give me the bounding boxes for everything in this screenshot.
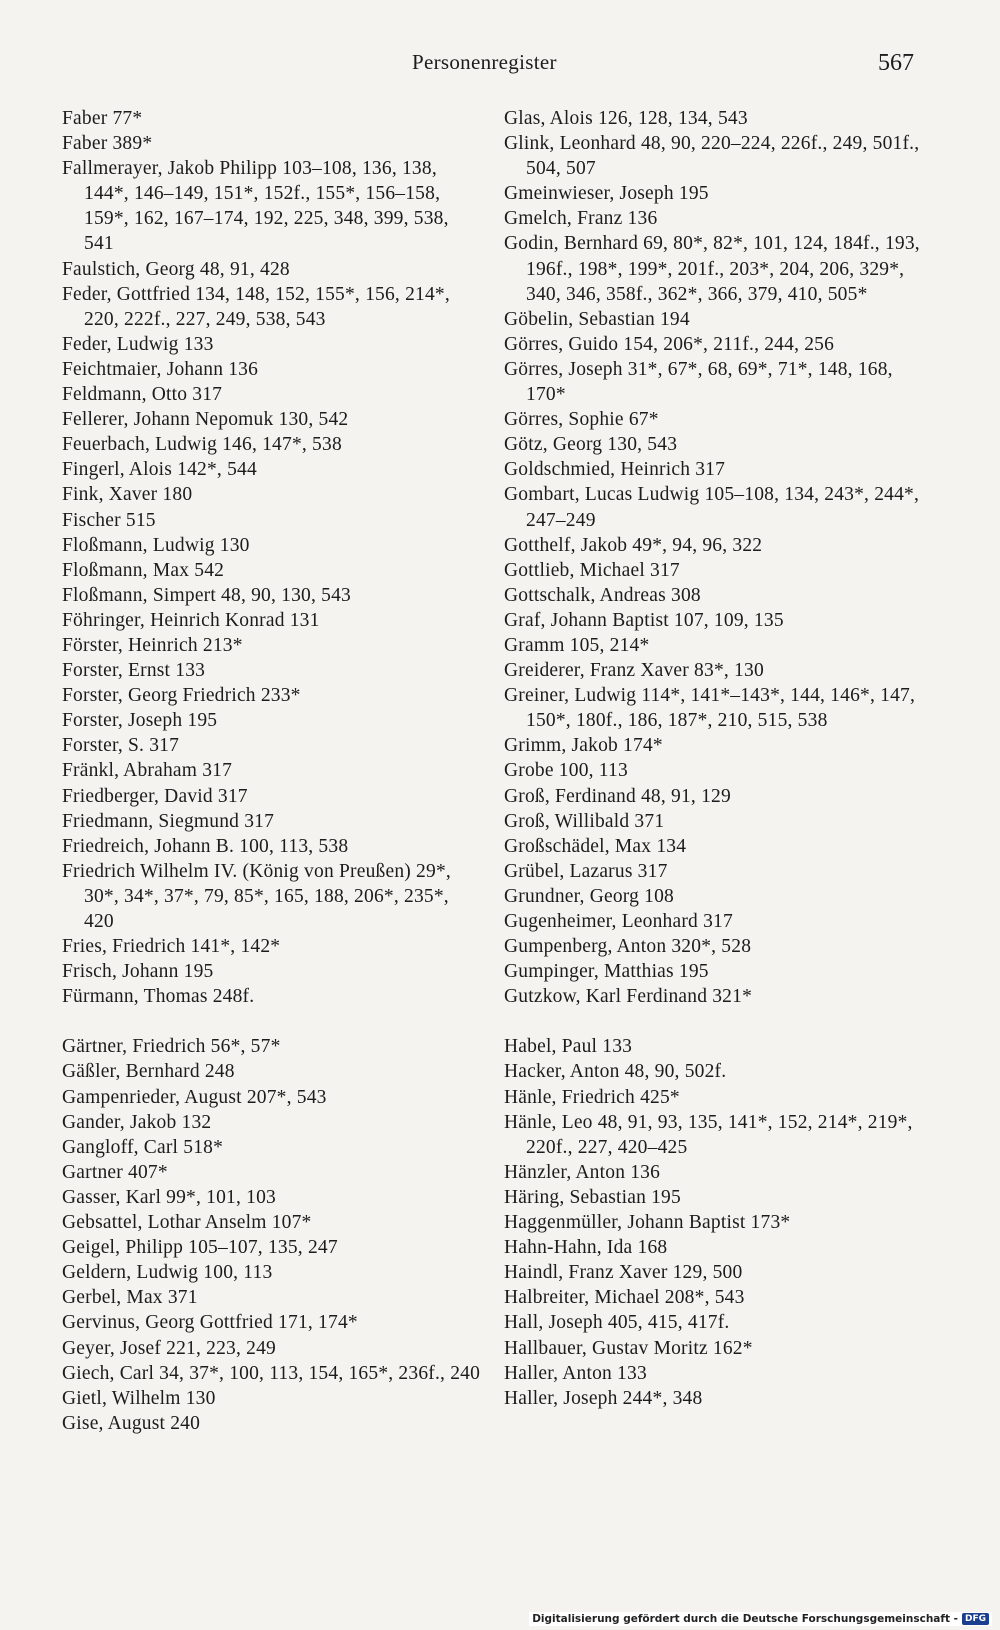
- index-entry: Hahn-Hahn, Ida 168: [504, 1237, 668, 1259]
- index-entry: Glas, Alois 126, 128, 134, 543: [504, 108, 748, 129]
- index-entry: Frisch, Johann 195: [62, 961, 214, 983]
- index-entry: Gampenrieder, August 207*, 543: [62, 1086, 327, 1108]
- index-entry: Grundner, Georg 108: [504, 885, 674, 907]
- index-entry: Gumpinger, Matthias 195: [504, 961, 709, 983]
- index-entry: Gugenheimer, Leonhard 317: [504, 911, 733, 932]
- index-entry: Fürmann, Thomas 248f.: [62, 986, 255, 1008]
- index-group-g-continued: [504, 106, 924, 1009]
- index-entry: Faber 389*: [62, 133, 153, 155]
- index-entry: Gumpenberg, Anton 320*, 528: [504, 936, 752, 958]
- index-entry: Gotthelf, Jakob 49*, 94, 96, 322: [504, 534, 763, 556]
- index-entry: Graf, Johann Baptist 107, 109, 135: [504, 609, 784, 631]
- index-entry: Groß, Ferdinand 48, 91, 129: [504, 785, 731, 807]
- index-entry: Fränkl, Abraham 317: [62, 760, 233, 782]
- index-entry: Gottlieb, Michael 317: [504, 559, 680, 581]
- index-entry: Gander, Jakob 132: [62, 1111, 212, 1133]
- footer-text: Digitalisierung gefördert durch die Deutsche Forschungsgemeinschaft -: [532, 1613, 958, 1625]
- index-entry: Greiderer, Franz Xaver 83*, 130: [504, 660, 764, 682]
- index-group-h: [504, 1034, 924, 1410]
- index-entry: Floßmann, Simpert 48, 90, 130, 543: [62, 584, 352, 606]
- index-entry: Friedreich, Johann B. 100, 113, 538: [62, 835, 349, 857]
- section-gap: [62, 1009, 482, 1034]
- index-entry: Hallbauer, Gustav Moritz 162*: [504, 1337, 753, 1359]
- index-entry: Haindl, Franz Xaver 129, 500: [504, 1262, 743, 1284]
- digitization-footer: [529, 1612, 992, 1626]
- index-entry: Fallmerayer, Jakob Philipp 103–108, 136, 138, 144*, 146–149, 151*, 152f., 155*, 156–158, 159*, 162, 167–174, 192, 225, 348, 399, 538, 541: [62, 158, 449, 255]
- index-entry: Grimm, Jakob 174*: [504, 735, 663, 757]
- index-entry: Feder, Ludwig 133: [62, 333, 214, 355]
- index-entry: Fischer 515: [62, 509, 156, 531]
- index-entry: Gäßler, Bernhard 248: [62, 1061, 235, 1083]
- index-entry: Gise, August 240: [62, 1412, 201, 1434]
- index-entry: Föhringer, Heinrich Konrad 131: [62, 609, 320, 631]
- index-entry: Goldschmied, Heinrich 317: [504, 459, 726, 481]
- index-entry: Forster, Ernst 133: [62, 660, 206, 682]
- index-entry: Gerbel, Max 371: [62, 1287, 198, 1309]
- index-entry: Gutzkow, Karl Ferdinand 321*: [504, 986, 753, 1008]
- page-number: 567: [878, 50, 914, 76]
- index-entry: Grübel, Lazarus 317: [504, 860, 668, 882]
- index-entry: Floßmann, Ludwig 130: [62, 534, 250, 556]
- index-entry: Göbelin, Sebastian 194: [504, 308, 690, 330]
- index-entry: Großschädel, Max 134: [504, 835, 687, 857]
- index-entry: Hall, Joseph 405, 415, 417f.: [504, 1312, 730, 1334]
- index-entry: Götz, Georg 130, 543: [504, 434, 678, 456]
- index-entry: Habel, Paul 133: [504, 1036, 633, 1058]
- index-entry: Hänzler, Anton 136: [504, 1161, 661, 1183]
- index-entry: Geldern, Ludwig 100, 113: [62, 1262, 273, 1284]
- index-entry: Hänle, Leo 48, 91, 93, 135, 141*, 152, 214*, 219*, 220f., 227, 420–425: [504, 1111, 913, 1158]
- index-entry: Halbreiter, Michael 208*, 543: [504, 1287, 745, 1309]
- index-entry: Görres, Sophie 67*: [504, 409, 659, 431]
- index-entry: Hacker, Anton 48, 90, 502f.: [504, 1061, 727, 1083]
- index-entry: Groß, Willibald 371: [504, 810, 665, 832]
- index-entry: Friedmann, Siegmund 317: [62, 810, 275, 832]
- index-entry: Gmelch, Franz 136: [504, 208, 658, 230]
- index-entry: Feder, Gottfried 134, 148, 152, 155*, 156, 214*, 220, 222f., 227, 249, 538, 543: [62, 283, 450, 330]
- index-group-g: [62, 1034, 482, 1436]
- right-index-column: [504, 106, 924, 1411]
- index-entry: Gärtner, Friedrich 56*, 57*: [62, 1036, 281, 1058]
- index-entry: Förster, Heinrich 213*: [62, 634, 243, 656]
- index-entry: Feuerbach, Ludwig 146, 147*, 538: [62, 434, 342, 456]
- index-entry: Feichtmaier, Johann 136: [62, 358, 259, 380]
- left-index-column: [62, 106, 482, 1436]
- index-entry: Gangloff, Carl 518*: [62, 1136, 224, 1158]
- index-entry: Görres, Joseph 31*, 67*, 68, 69*, 71*, 148, 168, 170*: [504, 358, 893, 406]
- index-entry: Geyer, Josef 221, 223, 249: [62, 1337, 277, 1359]
- index-entry: Gietl, Wilhelm 130: [62, 1387, 216, 1409]
- index-entry: Gervinus, Georg Gottfried 171, 174*: [62, 1312, 358, 1334]
- index-entry: Feldmann, Otto 317: [62, 384, 223, 406]
- index-entry: Faber 77*: [62, 108, 143, 129]
- index-entry: Gebsattel, Lothar Anselm 107*: [62, 1212, 312, 1234]
- index-entry: Fries, Friedrich 141*, 142*: [62, 936, 281, 958]
- index-entry: Geigel, Philipp 105–107, 135, 247: [62, 1237, 338, 1259]
- index-entry: Friedrich Wilhelm IV. (König von Preußen) 29*, 30*, 34*, 37*, 79, 85*, 165, 188, 206*, 235*, 420: [62, 860, 451, 932]
- index-entry: Häring, Sebastian 195: [504, 1186, 681, 1208]
- index-entry: Friedberger, David 317: [62, 785, 248, 807]
- index-entry: Gasser, Karl 99*, 101, 103: [62, 1186, 277, 1208]
- index-entry: Forster, Joseph 195: [62, 710, 218, 732]
- index-entry: Glink, Leonhard 48, 90, 220–224, 226f., 249, 501f., 504, 507: [504, 133, 920, 180]
- index-entry: Haller, Joseph 244*, 348: [504, 1387, 703, 1409]
- index-entry: Floßmann, Max 542: [62, 559, 225, 581]
- index-entry: Greiner, Ludwig 114*, 141*–143*, 144, 146*, 147, 150*, 180f., 186, 187*, 210, 515, 538: [504, 685, 916, 732]
- index-entry: Gombart, Lucas Ludwig 105–108, 134, 243*, 244*, 247–249: [504, 484, 920, 531]
- index-entry: Gmeinwieser, Joseph 195: [504, 183, 709, 205]
- index-entry: Forster, S. 317: [62, 735, 180, 757]
- index-entry: Fink, Xaver 180: [62, 484, 193, 506]
- running-head: Personenregister: [412, 50, 557, 74]
- index-entry: Hänle, Friedrich 425*: [504, 1086, 680, 1108]
- index-entry: Fingerl, Alois 142*, 544: [62, 459, 257, 481]
- index-group-f: [62, 106, 482, 1009]
- index-entry: Görres, Guido 154, 206*, 211f., 244, 256: [504, 333, 835, 355]
- index-entry: Haller, Anton 133: [504, 1362, 647, 1384]
- index-entry: Haggenmüller, Johann Baptist 173*: [504, 1212, 791, 1234]
- dfg-logo-icon: DFG: [962, 1613, 989, 1625]
- section-gap: [504, 1009, 924, 1034]
- index-entry: Gramm 105, 214*: [504, 634, 650, 656]
- index-entry: Gartner 407*: [62, 1161, 168, 1183]
- index-entry: Forster, Georg Friedrich 233*: [62, 685, 301, 707]
- index-entry: Giech, Carl 34, 37*, 100, 113, 154, 165*, 236f., 240: [62, 1362, 481, 1384]
- index-entry: Gottschalk, Andreas 308: [504, 584, 701, 606]
- index-entry: Faulstich, Georg 48, 91, 428: [62, 258, 290, 280]
- index-entry: Godin, Bernhard 69, 80*, 82*, 101, 124, 184f., 193, 196f., 198*, 199*, 201f., 203*, 204, 206, 329*, 340, 346, 358f., 362*, 366, 379, 410, 505*: [504, 233, 920, 305]
- index-entry: Grobe 100, 113: [504, 760, 628, 782]
- index-entry: Fellerer, Johann Nepomuk 130, 542: [62, 409, 349, 431]
